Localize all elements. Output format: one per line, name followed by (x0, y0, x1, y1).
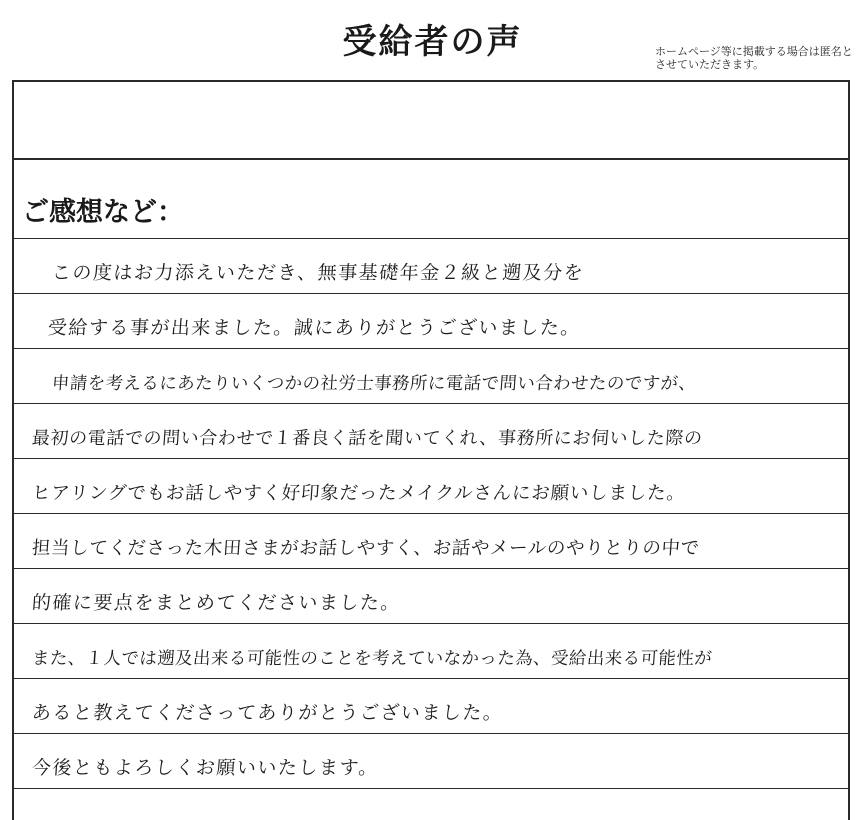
comment-line (14, 459, 848, 514)
comments-heading: ご感想など： (22, 197, 184, 228)
name-field-row (14, 82, 848, 160)
handwritten-comment-text: 受給する事が出来ました。誠にありがとうございました。 (47, 317, 582, 339)
comment-line (14, 734, 848, 789)
comment-line (14, 404, 848, 459)
comment-line (14, 239, 848, 294)
handwritten-comment-text: また、１人では遡及出来る可能性のことを考えていなかった為、受給出来る可能性が (31, 649, 713, 669)
anonymity-notice: ホームページ等に掲載する場合は匿名とさせていただきます。 (655, 45, 853, 71)
handwritten-comment-text: 担当してくださった木田さまがお話しやすく、お話やメールのやりとりの中で (31, 538, 701, 559)
handwritten-comment-text: 的確に要点をまとめてくださいました。 (31, 592, 402, 614)
handwritten-comment-text: 今後ともよろしくお願いいたします。 (31, 757, 380, 779)
handwritten-comment-text: この度はお力添えいただき、無事基礎年金２級と遡及分を (51, 262, 585, 284)
handwritten-comment-text: 申請を考えるにあたりいくつかの社労士事務所に電話で問い合わせたのですが、 (51, 374, 698, 394)
handwritten-comment-text: あると教えてくださってありがとうございました。 (31, 702, 505, 724)
comment-line (14, 569, 848, 624)
handwritten-comment-text: 最初の電話での問い合わせで１番良く話を聞いてくれ、事務所にお伺いした際の (31, 428, 704, 449)
comment-line (14, 624, 848, 679)
comment-line (14, 679, 848, 734)
handwritten-comment-text: ヒアリングでもお話しやすく好印象だったメイクルさんにお願いしました。 (31, 483, 687, 504)
comment-line (14, 349, 848, 404)
comment-line (14, 514, 848, 569)
page-title: 受給者の声 (342, 22, 523, 62)
comment-line (14, 294, 848, 349)
feedback-form (12, 80, 850, 820)
